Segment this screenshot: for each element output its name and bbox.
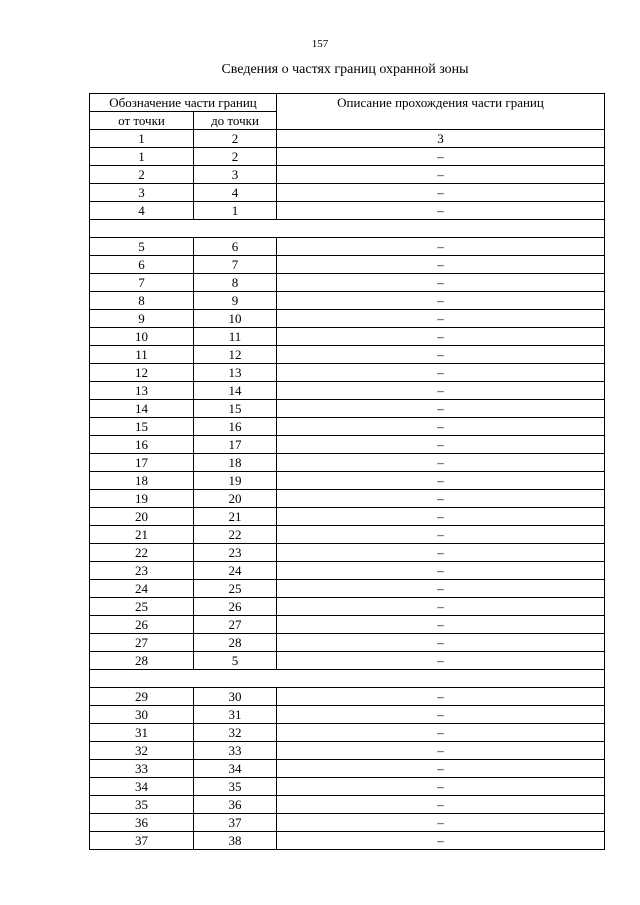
- description-cell: –: [277, 742, 605, 760]
- from-point-cell: 10: [90, 328, 194, 346]
- to-point-cell: 34: [194, 760, 277, 778]
- to-point-cell: 25: [194, 580, 277, 598]
- column-index-row: [90, 130, 605, 148]
- to-point-cell: 30: [194, 688, 277, 706]
- description-cell: –: [277, 490, 605, 508]
- from-point-cell: 24: [90, 580, 194, 598]
- page-number: 157: [311, 38, 329, 50]
- description-cell: –: [277, 832, 605, 850]
- description-cell: –: [277, 724, 605, 742]
- table-row: [90, 436, 605, 454]
- from-point-cell: 12: [90, 364, 194, 382]
- from-point-cell: 7: [90, 274, 194, 292]
- from-point-cell: 37: [90, 832, 194, 850]
- table-row: [90, 634, 605, 652]
- to-point-cell: 15: [194, 400, 277, 418]
- table-row: [90, 166, 605, 184]
- description-cell: –: [277, 310, 605, 328]
- to-point-cell: 2: [194, 148, 277, 166]
- from-point-cell: 29: [90, 688, 194, 706]
- table-row: [90, 346, 605, 364]
- description-cell: –: [277, 652, 605, 670]
- document-title: Сведения о частях границ охранной зоны: [221, 62, 469, 77]
- table-row: [90, 742, 605, 760]
- table-row: [90, 598, 605, 616]
- to-point-cell: 9: [194, 292, 277, 310]
- from-point-cell: 16: [90, 436, 194, 454]
- description-cell: –: [277, 148, 605, 166]
- table-row: [90, 238, 605, 256]
- to-point-cell: 11: [194, 328, 277, 346]
- from-point-cell: 17: [90, 454, 194, 472]
- description-cell: –: [277, 436, 605, 454]
- description-cell: –: [277, 688, 605, 706]
- description-cell: –: [277, 346, 605, 364]
- from-point-cell: 3: [90, 184, 194, 202]
- to-point-cell: 36: [194, 796, 277, 814]
- from-point-cell: 32: [90, 742, 194, 760]
- from-point-cell: 19: [90, 490, 194, 508]
- table-row: [90, 454, 605, 472]
- from-point-cell: 30: [90, 706, 194, 724]
- to-point-cell: 16: [194, 418, 277, 436]
- from-point-cell: 31: [90, 724, 194, 742]
- description-cell: –: [277, 400, 605, 418]
- description-cell: –: [277, 472, 605, 490]
- to-point-cell: 4: [194, 184, 277, 202]
- table-row: [90, 724, 605, 742]
- description-cell: –: [277, 634, 605, 652]
- from-point-cell: 25: [90, 598, 194, 616]
- to-point-cell: 10: [194, 310, 277, 328]
- to-point-cell: 32: [194, 724, 277, 742]
- table-row: [90, 310, 605, 328]
- from-point-cell: 22: [90, 544, 194, 562]
- table-row: [90, 580, 605, 598]
- description-cell: –: [277, 184, 605, 202]
- table-row: [90, 760, 605, 778]
- table-row: [90, 778, 605, 796]
- description-cell: –: [277, 598, 605, 616]
- description-cell: –: [277, 814, 605, 832]
- table-row: [90, 256, 605, 274]
- table-row: [90, 562, 605, 580]
- to-point-cell: 23: [194, 544, 277, 562]
- to-point-cell: 8: [194, 274, 277, 292]
- description-cell: –: [277, 778, 605, 796]
- description-cell: –: [277, 760, 605, 778]
- table-row: [90, 184, 605, 202]
- from-point-cell: 11: [90, 346, 194, 364]
- table-row: [90, 418, 605, 436]
- to-point-cell: 35: [194, 778, 277, 796]
- description-cell: –: [277, 616, 605, 634]
- table-body: [90, 148, 605, 850]
- description-cell: –: [277, 328, 605, 346]
- from-point-cell: 33: [90, 760, 194, 778]
- to-point-cell: 31: [194, 706, 277, 724]
- to-point-cell: 6: [194, 238, 277, 256]
- header-description: Описание прохождения части границ: [277, 94, 605, 130]
- header-from-point: от точки: [90, 112, 194, 130]
- to-point-cell: 17: [194, 436, 277, 454]
- table-row: [90, 814, 605, 832]
- from-point-cell: 36: [90, 814, 194, 832]
- description-cell: –: [277, 418, 605, 436]
- to-point-cell: 22: [194, 526, 277, 544]
- to-point-cell: 28: [194, 634, 277, 652]
- to-point-cell: 12: [194, 346, 277, 364]
- description-cell: –: [277, 454, 605, 472]
- to-point-cell: 20: [194, 490, 277, 508]
- from-point-cell: 23: [90, 562, 194, 580]
- table-row: [90, 688, 605, 706]
- description-cell: –: [277, 562, 605, 580]
- description-cell: –: [277, 580, 605, 598]
- description-cell: –: [277, 292, 605, 310]
- from-point-cell: 6: [90, 256, 194, 274]
- to-point-cell: 19: [194, 472, 277, 490]
- from-point-cell: 1: [90, 148, 194, 166]
- to-point-cell: 26: [194, 598, 277, 616]
- to-point-cell: 37: [194, 814, 277, 832]
- description-cell: –: [277, 166, 605, 184]
- from-point-cell: 5: [90, 238, 194, 256]
- to-point-cell: 3: [194, 166, 277, 184]
- table-row: [90, 832, 605, 850]
- description-cell: –: [277, 544, 605, 562]
- from-point-cell: 18: [90, 472, 194, 490]
- from-point-cell: 34: [90, 778, 194, 796]
- section-separator-cell: [90, 670, 605, 688]
- table-row: [90, 364, 605, 382]
- to-point-cell: 18: [194, 454, 277, 472]
- to-point-cell: 13: [194, 364, 277, 382]
- from-point-cell: 2: [90, 166, 194, 184]
- table-row: [90, 616, 605, 634]
- description-cell: –: [277, 382, 605, 400]
- table-row: [90, 148, 605, 166]
- description-cell: –: [277, 274, 605, 292]
- description-cell: –: [277, 364, 605, 382]
- table-row: [90, 382, 605, 400]
- from-point-cell: 27: [90, 634, 194, 652]
- boundary-parts-table: [89, 93, 605, 850]
- table-row: [90, 328, 605, 346]
- from-point-cell: 26: [90, 616, 194, 634]
- table-row: [90, 472, 605, 490]
- description-cell: –: [277, 526, 605, 544]
- header-to-point: до точки: [194, 112, 277, 130]
- description-cell: –: [277, 706, 605, 724]
- section-separator-row: [90, 220, 605, 238]
- from-point-cell: 13: [90, 382, 194, 400]
- to-point-cell: 27: [194, 616, 277, 634]
- table-row: [90, 706, 605, 724]
- to-point-cell: 1: [194, 202, 277, 220]
- from-point-cell: 14: [90, 400, 194, 418]
- section-separator-cell: [90, 220, 605, 238]
- from-point-cell: 28: [90, 652, 194, 670]
- from-point-cell: 9: [90, 310, 194, 328]
- description-cell: –: [277, 202, 605, 220]
- from-point-cell: 35: [90, 796, 194, 814]
- to-point-cell: 14: [194, 382, 277, 400]
- table-row: [90, 274, 605, 292]
- from-point-cell: 21: [90, 526, 194, 544]
- to-point-cell: 21: [194, 508, 277, 526]
- header-group-designation: Обозначение части границ: [90, 94, 277, 112]
- description-cell: –: [277, 508, 605, 526]
- table-row: [90, 202, 605, 220]
- section-separator-row: [90, 670, 605, 688]
- from-point-cell: 8: [90, 292, 194, 310]
- description-cell: –: [277, 796, 605, 814]
- table-row: [90, 400, 605, 418]
- to-point-cell: 38: [194, 832, 277, 850]
- from-point-cell: 15: [90, 418, 194, 436]
- table-row: [90, 508, 605, 526]
- table-row: [90, 292, 605, 310]
- table-row: [90, 526, 605, 544]
- from-point-cell: 20: [90, 508, 194, 526]
- description-cell: –: [277, 256, 605, 274]
- column-index-cell: 3: [277, 130, 605, 148]
- to-point-cell: 33: [194, 742, 277, 760]
- table-row: [90, 652, 605, 670]
- to-point-cell: 7: [194, 256, 277, 274]
- description-cell: –: [277, 238, 605, 256]
- to-point-cell: 24: [194, 562, 277, 580]
- to-point-cell: 5: [194, 652, 277, 670]
- table-row: [90, 796, 605, 814]
- column-index-cell: 2: [194, 130, 277, 148]
- table-row: [90, 490, 605, 508]
- from-point-cell: 4: [90, 202, 194, 220]
- column-index-cell: 1: [90, 130, 194, 148]
- table-row: [90, 544, 605, 562]
